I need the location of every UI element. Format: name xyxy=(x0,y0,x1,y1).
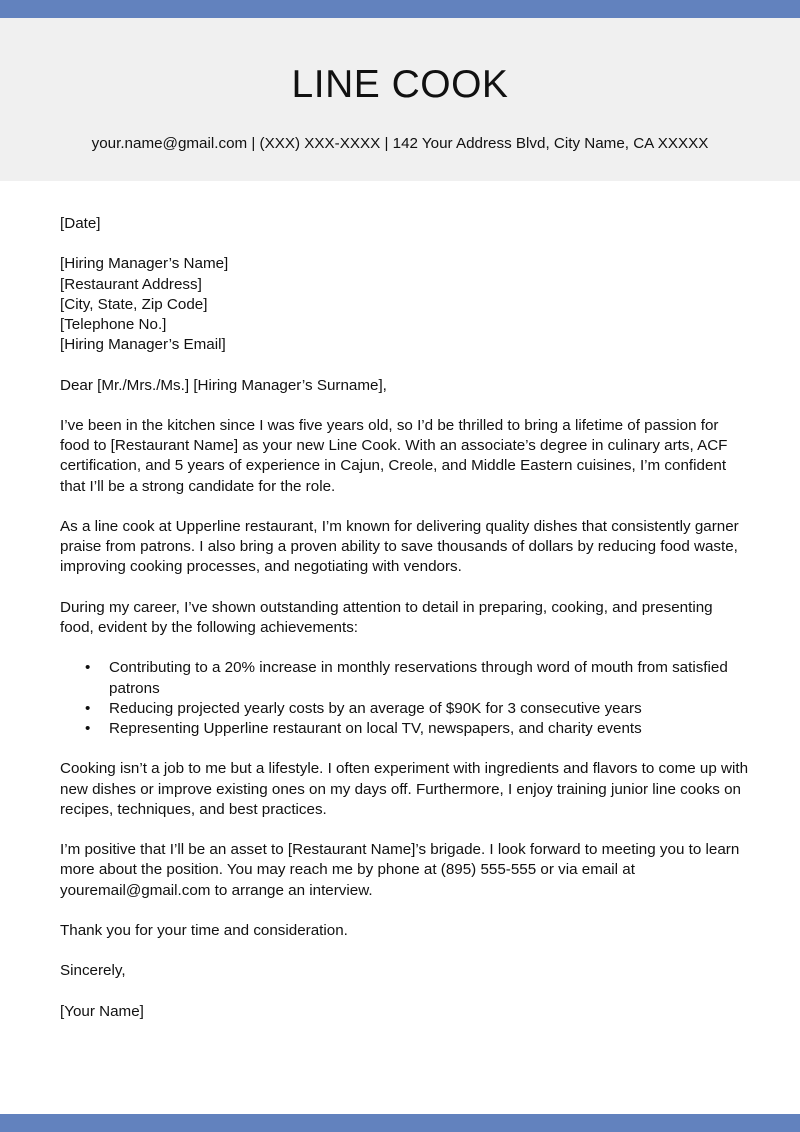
list-item xyxy=(85,699,750,719)
list-item xyxy=(85,719,750,739)
paragraph-call-to-action: I’m positive that I’ll be an asset to [Restaurant Name]’s brigade. I look forward to meeting you to learn more about the position. You may reach me by phone at (895) 555-555 or via email at youremail@gmail.com to arrange an interview. xyxy=(60,841,740,899)
bullet-icon: • xyxy=(85,719,91,737)
recipient-block xyxy=(60,254,750,355)
paragraph-experience: As a line cook at Upperline restaurant, I’m known for delivering quality dishes that consistently garner praise from patrons. I also bring a proven ability to save thousands of dollars by reducing food waste, improving cooking processes, and negotiating with vendors. xyxy=(60,517,739,576)
paragraph-intro: I’ve been in the kitchen since I was five years old, so I’d be thrilled to bring a lifetime of passion for food to [Restaurant Name] as your new Line Cook. With an associate’s degree in culinary arts, ACF certification, and 5 years of experience in Cajun, Creole, and Middle Eastern cuisines, I’m confident that I’ll be a strong candidate for the role. xyxy=(60,416,728,495)
list-item-text: Reducing projected yearly costs by an average of $90K for 3 consecutive years xyxy=(109,699,642,717)
closing: Sincerely, xyxy=(60,962,126,980)
letter-body xyxy=(60,214,750,1042)
salutation: Dear [Mr./Mrs./Ms.] [Hiring Manager’s Surname], xyxy=(60,376,387,394)
paragraph-thanks: Thank you for your time and consideration. xyxy=(60,921,348,939)
recipient-address: [Restaurant Address] xyxy=(60,275,202,293)
bullet-icon: • xyxy=(85,699,91,717)
bottom-accent-bar xyxy=(0,1114,800,1132)
paragraph-achievements-intro: During my career, I’ve shown outstanding attention to detail in preparing, cooking, and presenting food, evident by the following achievements: xyxy=(60,598,713,636)
header-banner xyxy=(0,18,800,181)
recipient-email: [Hiring Manager’s Email] xyxy=(60,336,226,354)
top-accent-bar xyxy=(0,0,800,18)
paragraph-lifestyle: Cooking isn’t a job to me but a lifestyle. I often experiment with ingredients and flavors to come up with new dishes or improve existing ones on my days off. Furthermore, I enjoy training junior line cooks on recipes, techniques, and best practices. xyxy=(60,760,749,818)
signature: [Your Name] xyxy=(60,1002,144,1020)
list-item xyxy=(85,658,750,698)
recipient-name: [Hiring Manager’s Name] xyxy=(60,255,229,273)
contact-info: your.name@gmail.com | (XXX) XXX-XXXX | 142 Your Address Blvd, City Name, CA XXXXX xyxy=(91,135,709,152)
achievements-list xyxy=(60,658,750,739)
letter-date: [Date] xyxy=(60,215,101,232)
bullet-icon: • xyxy=(85,659,91,677)
list-item-text: Contributing to a 20% increase in monthly reservations through word of mouth from satisfied patrons xyxy=(109,659,728,697)
recipient-telephone: [Telephone No.] xyxy=(60,316,167,333)
list-item-text: Representing Upperline restaurant on local TV, newspapers, and charity events xyxy=(109,719,642,737)
page-title: LINE COOK xyxy=(291,63,509,106)
recipient-city: [City, State, Zip Code] xyxy=(60,295,208,313)
